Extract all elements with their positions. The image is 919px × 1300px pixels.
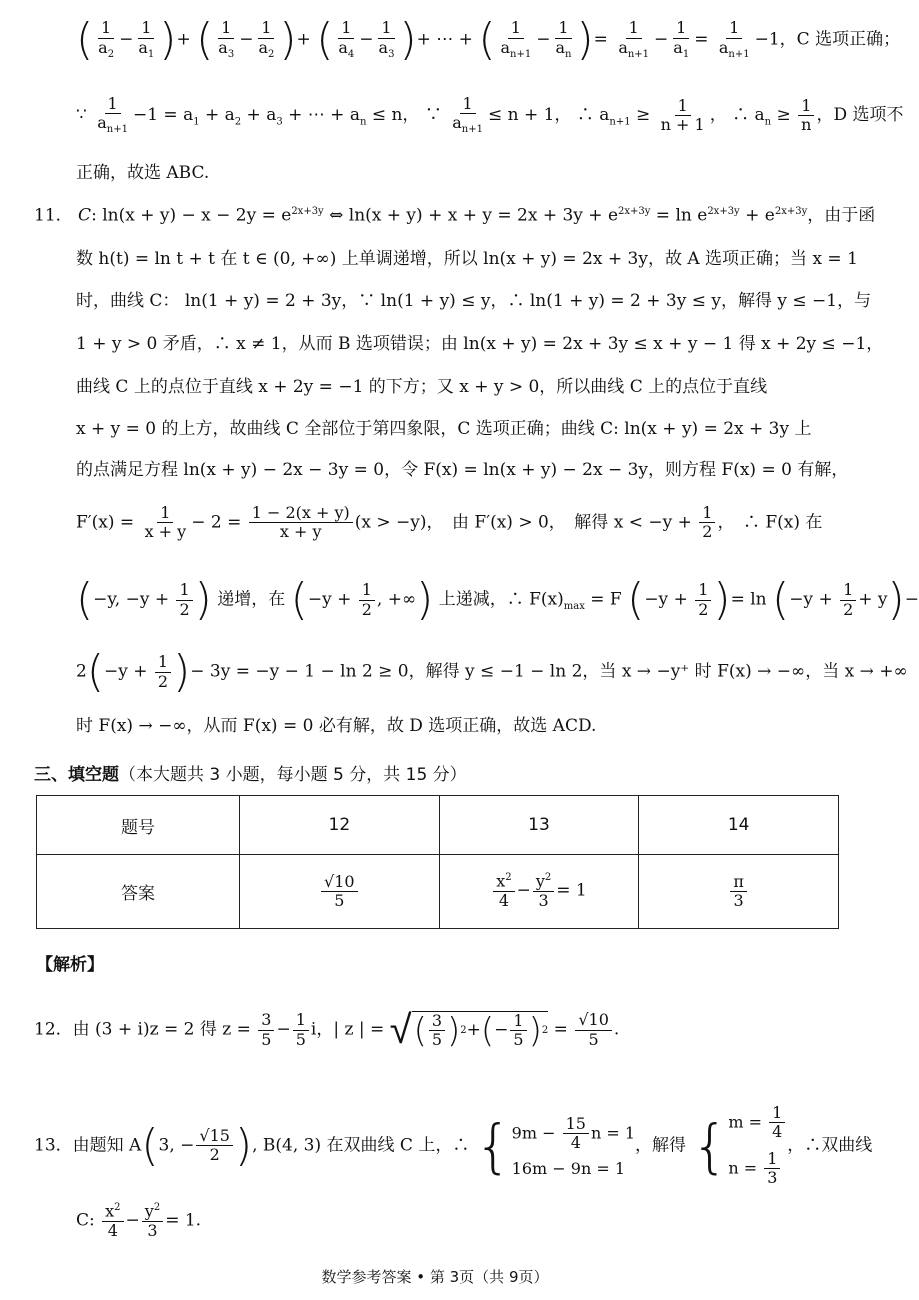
q11-line-1: 11． C: $\ln(x + y) - x - 2y = e^{2x+3y}$ ⇔ $\ln(x + y) + x + y = 2x + 3y + e^{2x+3y} = \ln e^{2x+3y} + e^{2x+3y}$，由于函 — [34, 205, 876, 226]
table-row — [37, 796, 839, 855]
q13-line-2: C: $\frac{x^2}{4}$ − $\frac{y^2}{3}$ = 1. — [76, 1201, 202, 1240]
analysis-heading: 【解析】 — [36, 955, 104, 975]
table-cell-answer-14: $\frac{\pi}{3}$ — [639, 855, 839, 929]
q13-text: 由题知 — [72, 1135, 124, 1156]
table-cell-number-13: 13 — [439, 796, 639, 855]
q11-line-11: 时 F(x) → −∞，从而 F(x) = 0 必有解，故 D 选项正确，故选 ACD. — [76, 716, 597, 736]
q11-tail-1: ，由于函 — [807, 205, 876, 226]
q10-line-3: 正确，故选 ABC. — [76, 163, 210, 183]
table-cell-answer-12: $\frac{√10}{5}$ — [240, 855, 440, 929]
q11-line-3: 时，曲线 C： ln(1 + y) = 2 + 3y，∵ ln(1 + y) ≤ y，∴ ln(1 + y) = 2 + 3y ≤ y，解得 y ≤ −1，与 — [76, 291, 872, 311]
q11-line-8: F′(x) = $\frac{1}{x + y}$ − 2 = $\frac{1 - 2(x + y)}{x + y}$ (x > −y)， 由 F′(x) > 0， 解得 x < −y + $\frac{1}{2}$ ， ∴ F(x) 在 — [76, 503, 823, 542]
table-row — [37, 855, 839, 929]
q11-line-10: 2(−y + $\frac{1}{2}$ )− 3y = −y − 1 − ln 2 ≥ 0，解得 y ≤ −1 − ln 2，当 x → −y⁺ 时 F(x) → −∞，当 x → +∞ — [76, 646, 908, 697]
q11-line-6: x + y = 0 的上方，故曲线 C 全部位于第四象限，C 选项正确；曲线 C: ln(x + y) = 2x + 3y 上 — [76, 419, 812, 439]
q13-tail: ，∴双曲线 — [787, 1135, 873, 1156]
q11-line-5: 曲线 C 上的点位于直线 x + 2y = −1 的下方；又 x + y > 0，所以曲线 C 上的点位于直线 — [76, 377, 768, 397]
row-label-answer: 答案 — [37, 855, 240, 929]
q13-solve: ，解得 — [635, 1135, 687, 1156]
q11-line-2: 数 h(t) = ln t + t 在 t ∈ (0, +∞) 上单调递增，所以 ln(x + y) = 2x + 3y，故 A 选项正确；当 x = 1 — [76, 249, 858, 269]
q12-number: 12． — [34, 1019, 73, 1040]
q13-line-1: 13．由题知 A(3, − $\frac{√15}{2}$ ), B(4, 3) 在双曲线 C 上，∴ { 9m − $\frac{15}{4}$ n = 1 16m − 9n = 1 ，解得 { m = $\frac{1}{4}$ n = $\frac{1}{3}$ ，∴双曲线 — [34, 1103, 873, 1188]
section-3-heading: 三、填空题 — [34, 765, 119, 785]
answer-table — [36, 795, 839, 929]
q10-line-1: ( $\frac{1}{a_2}$ − $\frac{1}{a_1}$ )+ ( $\frac{1}{a_3}$ − $\frac{1}{a_2}$ )+ ( $\frac{1}{a_4}$ − $\frac{1}{a_3}$ )+ ⋯ + ( $\frac{1}{a_{n+1}}$ − $\frac{1}{a_n}$ )= $\frac{1}{a_{n+1}}$ − $\frac{1}{a_1}$ = $\frac{1}{a_{n+1}}$ −1，C 选项正确； — [76, 14, 901, 65]
q12-line: 12．由 (3 + i)z = 2 得 z = $\frac{3}{5}$ − $\frac{1}{5}$ i，| z | = √ ( $\frac{3}{5}$ ) 2 + ( − $\frac{1}{5}$ ) 2 = $\frac{√10}{5}$ . — [34, 1007, 620, 1053]
section-3-subtitle: （本大题共 3 小题，每小题 5 分，共 15 分） — [119, 765, 467, 785]
q13-mid: 在双曲线 C 上，∴ — [326, 1135, 470, 1156]
q12-text: 由 (3 + i)z = 2 得 — [72, 1019, 217, 1040]
table-cell-number-14: 14 — [639, 796, 839, 855]
q11-line-7: 的点满足方程 ln(x + y) − 2x − 3y = 0，令 F(x) = ln(x + y) − 2x − 3y，则方程 F(x) = 0 有解， — [76, 460, 849, 480]
q11-line-9: (−y, −y + $\frac{1}{2}$ ) 递增，在 (−y + $\frac{1}{2}$ , +∞) 上递减，∴ $F(x)_{max} = F$ (−y + $\frac{1}{2}$ )= ln (−y + $\frac{1}{2}$ + y)− — [76, 574, 919, 625]
q10-tail-2: ，D 选项不 — [816, 105, 904, 126]
page-footer: 数学参考答案 • 第 3页（共 9页） — [321, 1268, 549, 1286]
q13-number: 13． — [34, 1135, 73, 1156]
row-label-number: 题号 — [37, 796, 240, 855]
table-cell-number-12: 12 — [240, 796, 440, 855]
q11-number: 11． — [34, 205, 73, 226]
q11-tail-10: ，解得 y ≤ −1 − ln 2，当 x → −y⁺ 时 F(x) → −∞，当 x → +∞ — [408, 661, 908, 682]
q10-line-2: ∵ $\frac{1}{a_{n+1}}$ $-1 = a_1 + a_2 + a_3$ + ⋯ + $a_n \le n$， ∵ $\frac{1}{a_{n+1}}$ ≤ n + 1， ∴ $a_{n+1}$ ≥ $\frac{1}{n + 1}$ ， ∴ $a_n$ ≥ $\frac{1}{n}$ ，D 选项不 — [76, 94, 904, 136]
section-3-title — [34, 760, 467, 785]
q10-tail-1: ，C 选项正确； — [779, 29, 901, 50]
table-cell-answer-13: $\frac{x^2}{4}$ − $\frac{y^2}{3}$ = 1 — [439, 855, 639, 929]
q11-line-4: 1 + y > 0 矛盾，∴ x ≠ 1，从而 B 选项错误；由 ln(x + y) = 2x + 3y ≤ x + y − 1 得 x + 2y ≤ −1， — [76, 334, 884, 354]
